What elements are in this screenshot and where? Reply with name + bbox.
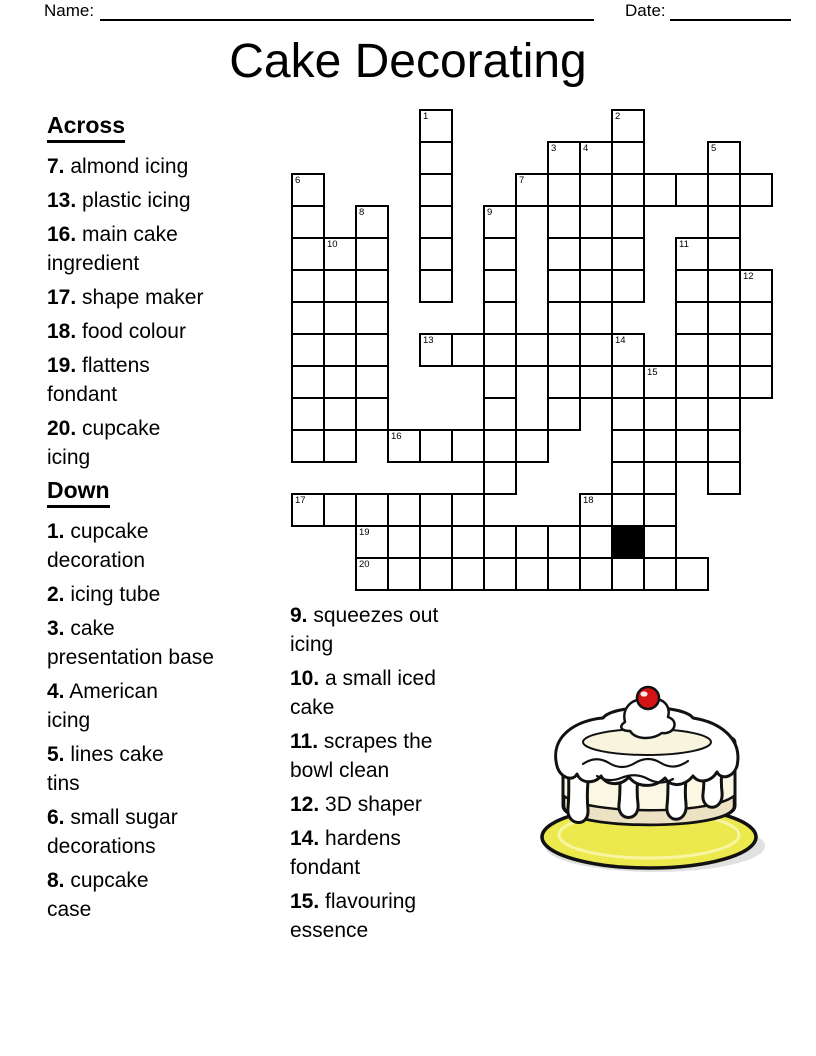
clue-1 <box>47 517 287 575</box>
grid-cell <box>611 397 645 431</box>
grid-cell <box>547 557 581 591</box>
clue-line: ingredient <box>47 252 140 275</box>
grid-cell <box>483 365 517 399</box>
clue-number: 19. <box>47 354 77 377</box>
middle-clue-column <box>290 601 520 950</box>
clue-16 <box>47 220 287 278</box>
grid-cell <box>451 557 485 591</box>
grid-cell <box>611 557 645 591</box>
grid-cell <box>707 237 741 271</box>
grid-cell <box>483 205 517 239</box>
clue-19 <box>47 351 287 409</box>
clue-13 <box>47 186 287 215</box>
grid-cell-number: 5 <box>711 143 717 154</box>
clue-line: 7. almond icing <box>47 155 189 178</box>
grid-cell <box>675 557 709 591</box>
grid-cell <box>419 557 453 591</box>
clue-number: 1. <box>47 520 65 543</box>
grid-cell <box>579 237 613 271</box>
clue-20 <box>47 414 287 472</box>
date-blank-line <box>670 19 791 21</box>
grid-cell-number: 19 <box>359 527 370 538</box>
clue-number: 5. <box>47 743 65 766</box>
clue-14 <box>290 824 520 882</box>
cherry-highlight <box>640 691 647 696</box>
name-blank-line <box>100 19 594 21</box>
grid-cell <box>643 365 677 399</box>
grid-cell <box>451 333 485 367</box>
grid-cell <box>675 397 709 431</box>
grid-cell <box>419 237 453 271</box>
grid-cell <box>579 365 613 399</box>
clue-line: 8. cupcake <box>47 869 149 892</box>
grid-cell <box>323 237 357 271</box>
clue-15 <box>290 887 520 945</box>
down-clue-list-middle <box>290 601 520 945</box>
clue-number: 8. <box>47 869 65 892</box>
grid-cell <box>291 397 325 431</box>
grid-cell <box>675 333 709 367</box>
grid-cell <box>707 333 741 367</box>
grid-cell <box>643 173 677 207</box>
grid-cell <box>643 557 677 591</box>
grid-cell <box>323 429 357 463</box>
clue-5 <box>47 740 287 798</box>
clue-line: 6. small sugar <box>47 806 178 829</box>
grid-cell-number: 14 <box>615 335 626 346</box>
clue-line: 1. cupcake <box>47 520 149 543</box>
grid-cell <box>611 173 645 207</box>
clue-line: 11. scrapes the <box>290 730 433 753</box>
grid-cell <box>483 397 517 431</box>
grid-cell <box>483 461 517 495</box>
clue-number: 2. <box>47 583 65 606</box>
clue-9 <box>290 601 520 659</box>
grid-cell-number: 15 <box>647 367 658 378</box>
name-label: Name: <box>44 1 95 20</box>
grid-cell <box>739 173 773 207</box>
clue-17 <box>47 283 287 312</box>
grid-cell <box>579 141 613 175</box>
page-title: Cake Decorating <box>229 35 587 88</box>
cherry-icon <box>637 687 659 709</box>
grid-cell <box>579 301 613 335</box>
clue-number: 3. <box>47 617 65 640</box>
grid-cell <box>547 397 581 431</box>
grid-cell <box>739 365 773 399</box>
grid-cell <box>579 205 613 239</box>
clue-line: 15. flavouring <box>290 890 417 913</box>
grid-cell <box>483 269 517 303</box>
grid-cell <box>355 205 389 239</box>
grid-cell <box>355 269 389 303</box>
grid-cell <box>291 237 325 271</box>
grid-cell <box>419 205 453 239</box>
grid-cell <box>291 493 325 527</box>
clue-number: 10. <box>290 667 320 690</box>
grid-cell-number: 13 <box>423 335 434 346</box>
clue-8 <box>47 866 287 924</box>
grid-cell <box>707 141 741 175</box>
grid-cell <box>291 205 325 239</box>
grid-cell <box>323 333 357 367</box>
grid-cell <box>451 429 485 463</box>
grid-cell <box>419 141 453 175</box>
clue-line: 13. plastic icing <box>47 189 191 212</box>
grid-cell <box>707 461 741 495</box>
grid-cell <box>547 237 581 271</box>
across-clue-list <box>47 152 287 472</box>
grid-cell <box>579 493 613 527</box>
grid-cell <box>707 173 741 207</box>
clue-number: 18. <box>47 320 77 343</box>
grid-cell <box>323 269 357 303</box>
grid-cell-number: 7 <box>519 175 525 186</box>
clue-line: 17. shape maker <box>47 286 204 309</box>
grid-cell <box>483 429 517 463</box>
clue-number: 6. <box>47 806 65 829</box>
clue-4 <box>47 677 287 735</box>
grid-cell <box>675 365 709 399</box>
clue-12 <box>290 790 520 819</box>
grid-cell <box>451 493 485 527</box>
grid-cell <box>291 429 325 463</box>
clue-number: 15. <box>290 890 320 913</box>
grid-cell <box>355 333 389 367</box>
grid-cell <box>483 557 517 591</box>
clue-line: decorations <box>47 835 156 858</box>
down-heading: Down <box>47 477 110 508</box>
grid-cell <box>419 429 453 463</box>
grid-cell <box>611 365 645 399</box>
grid-cell <box>547 333 581 367</box>
clue-18 <box>47 317 287 346</box>
grid-cell <box>451 525 485 559</box>
grid-cell-number: 6 <box>295 175 301 186</box>
grid-cell <box>323 301 357 335</box>
grid-cell <box>547 269 581 303</box>
grid-cell <box>611 109 645 143</box>
grid-cell <box>675 269 709 303</box>
across-heading: Across <box>47 112 125 143</box>
grid-cell <box>387 557 421 591</box>
grid-cell <box>547 205 581 239</box>
clue-number: 4. <box>47 680 65 703</box>
grid-cell <box>579 525 613 559</box>
clue-number: 13. <box>47 189 77 212</box>
grid-cell-number: 17 <box>295 495 306 506</box>
clue-3 <box>47 614 287 672</box>
grid-cell <box>643 461 677 495</box>
grid-cell <box>355 301 389 335</box>
grid-cell-number: 4 <box>583 143 589 154</box>
grid-cell <box>515 557 549 591</box>
clue-number: 17. <box>47 286 77 309</box>
grid-cell-number: 8 <box>359 207 365 218</box>
grid-cell <box>675 429 709 463</box>
grid-cell <box>707 397 741 431</box>
grid-cell <box>547 365 581 399</box>
grid-cell <box>547 173 581 207</box>
grid-cell <box>707 301 741 335</box>
grid-cell <box>675 237 709 271</box>
grid-cell <box>291 301 325 335</box>
grid-cell-number: 11 <box>679 239 689 250</box>
grid-cell <box>291 269 325 303</box>
clue-line: bowl clean <box>290 759 390 782</box>
grid-cell <box>419 525 453 559</box>
date-label: Date: <box>625 1 666 20</box>
grid-cell <box>611 141 645 175</box>
grid-cell <box>707 269 741 303</box>
grid-cell <box>515 333 549 367</box>
clue-line: icing <box>47 446 91 469</box>
clue-line: 4. American <box>47 680 158 703</box>
grid-cell <box>643 397 677 431</box>
grid-cell <box>675 301 709 335</box>
grid-cell <box>483 525 517 559</box>
grid-cell <box>579 557 613 591</box>
grid-cell <box>611 237 645 271</box>
clue-line: 12. 3D shaper <box>290 793 422 816</box>
grid-cell <box>419 109 453 143</box>
grid-cell <box>611 333 645 367</box>
grid-cell <box>515 525 549 559</box>
grid-cell <box>291 333 325 367</box>
grid-cell <box>387 429 421 463</box>
grid-cell <box>611 461 645 495</box>
grid-cell <box>643 429 677 463</box>
clue-10 <box>290 664 520 722</box>
grid-cell <box>323 493 357 527</box>
clue-line: tins <box>47 772 80 795</box>
clue-line: icing <box>47 709 91 732</box>
grid-cell <box>611 205 645 239</box>
clue-number: 16. <box>47 223 77 246</box>
grid-cell <box>291 365 325 399</box>
crossword-grid <box>291 109 773 591</box>
grid-cell-number: 10 <box>327 239 338 250</box>
grid-cell <box>483 301 517 335</box>
clue-line: 20. cupcake <box>47 417 161 440</box>
grid-cell <box>419 333 453 367</box>
clue-number: 12. <box>290 793 320 816</box>
grid-cell <box>579 333 613 367</box>
grid-cell <box>355 237 389 271</box>
left-clue-column <box>47 112 287 929</box>
clue-line: fondant <box>290 856 361 879</box>
clue-line: 10. a small iced <box>290 667 436 690</box>
grid-cell <box>515 173 549 207</box>
grid-cell <box>355 397 389 431</box>
grid-cell-number: 20 <box>359 559 370 570</box>
grid-cell <box>611 493 645 527</box>
grid-cell <box>355 525 389 559</box>
grid-cell <box>707 205 741 239</box>
clue-line: 16. main cake <box>47 223 178 246</box>
clue-line: case <box>47 898 92 921</box>
clue-line: decoration <box>47 549 146 572</box>
grid-cell <box>547 301 581 335</box>
down-clue-list-left <box>47 517 287 924</box>
clue-2 <box>47 580 287 609</box>
grid-cell <box>419 173 453 207</box>
grid-cell <box>643 525 677 559</box>
grid-cell <box>291 173 325 207</box>
grid-cell <box>419 493 453 527</box>
grid-cell <box>387 493 421 527</box>
grid-cell <box>547 141 581 175</box>
cake-clipart-image <box>533 684 767 874</box>
grid-cell <box>611 269 645 303</box>
grid-cell-number: 1 <box>423 111 429 122</box>
clue-number: 14. <box>290 827 320 850</box>
clue-line: cake <box>290 696 335 719</box>
grid-cell <box>323 365 357 399</box>
clue-line: 18. food colour <box>47 320 186 343</box>
grid-cell <box>515 429 549 463</box>
grid-cell <box>387 525 421 559</box>
clue-line: 14. hardens <box>290 827 401 850</box>
clue-number: 9. <box>290 604 308 627</box>
clue-number: 20. <box>47 417 77 440</box>
grid-cell <box>707 429 741 463</box>
clue-line: icing <box>290 633 334 656</box>
grid-cell-number: 18 <box>583 495 594 506</box>
grid-cell <box>355 557 389 591</box>
clue-6 <box>47 803 287 861</box>
grid-cell <box>483 333 517 367</box>
clue-number: 7. <box>47 155 65 178</box>
grid-cell <box>739 301 773 335</box>
grid-cell-black <box>611 525 645 559</box>
grid-cell <box>675 173 709 207</box>
clue-line: fondant <box>47 383 118 406</box>
grid-cell <box>323 397 357 431</box>
grid-cell <box>643 493 677 527</box>
grid-cell <box>707 365 741 399</box>
grid-cell-number: 2 <box>615 111 621 122</box>
clue-line: 2. icing tube <box>47 583 161 606</box>
clue-line: 3. cake <box>47 617 115 640</box>
grid-cell <box>483 237 517 271</box>
grid-cell-number: 16 <box>391 431 402 442</box>
grid-cell <box>355 365 389 399</box>
clue-11 <box>290 727 520 785</box>
grid-cell <box>419 269 453 303</box>
grid-cell-number: 3 <box>551 143 557 154</box>
clue-line: 19. flattens <box>47 354 150 377</box>
grid-cell <box>739 269 773 303</box>
clue-number: 11. <box>290 730 319 753</box>
clue-line: presentation base <box>47 646 214 669</box>
clue-7 <box>47 152 287 181</box>
grid-cell <box>611 429 645 463</box>
grid-cell <box>579 269 613 303</box>
grid-cell-number: 9 <box>487 207 493 218</box>
grid-cell <box>739 333 773 367</box>
clue-line: 5. lines cake <box>47 743 164 766</box>
clue-line: 9. squeezes out <box>290 604 439 627</box>
grid-cell-number: 12 <box>743 271 754 282</box>
grid-cell <box>579 173 613 207</box>
grid-cell <box>547 525 581 559</box>
clue-line: essence <box>290 919 369 942</box>
grid-cell <box>355 493 389 527</box>
